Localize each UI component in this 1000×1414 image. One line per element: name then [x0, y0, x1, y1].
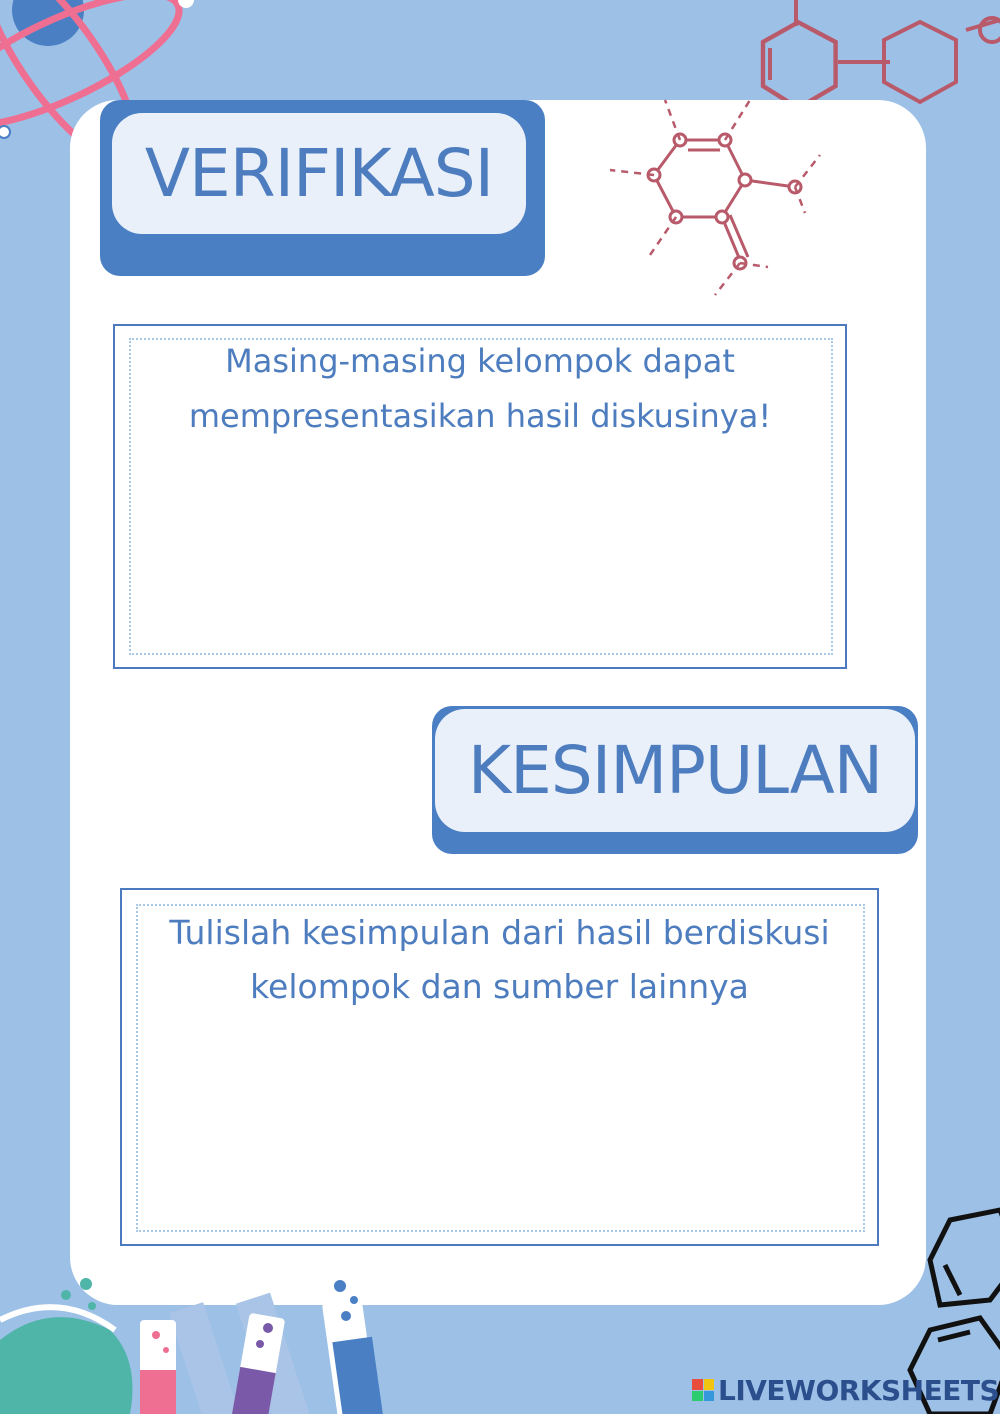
kesimpulan-instruction-line: Tulislah kesimpulan dari hasil berdiskusi: [169, 913, 830, 952]
verifikasi-instruction: [115, 334, 845, 444]
kesimpulan-answer-box[interactable]: [120, 888, 879, 1246]
test-tubes-icon: [0, 1260, 420, 1414]
verifikasi-answer-box[interactable]: [113, 324, 847, 669]
kesimpulan-instruction-line: kelompok dan sumber lainnya: [250, 967, 749, 1006]
liveworksheets-logo-icon: [692, 1379, 714, 1401]
verifikasi-title: VERIFIKASI: [112, 113, 526, 234]
kesimpulan-instruction: [122, 906, 877, 1014]
watermark-text: LIVEWORKSHEETS: [718, 1373, 1000, 1407]
verifikasi-instruction-line: mempresentasikan hasil diskusinya!: [188, 397, 772, 435]
kesimpulan-title: KESIMPULAN: [435, 709, 915, 832]
molecule-icon: [610, 95, 830, 300]
liveworksheets-watermark: [692, 1370, 999, 1410]
verifikasi-instruction-line: Masing-masing kelompok dapat: [225, 342, 735, 380]
